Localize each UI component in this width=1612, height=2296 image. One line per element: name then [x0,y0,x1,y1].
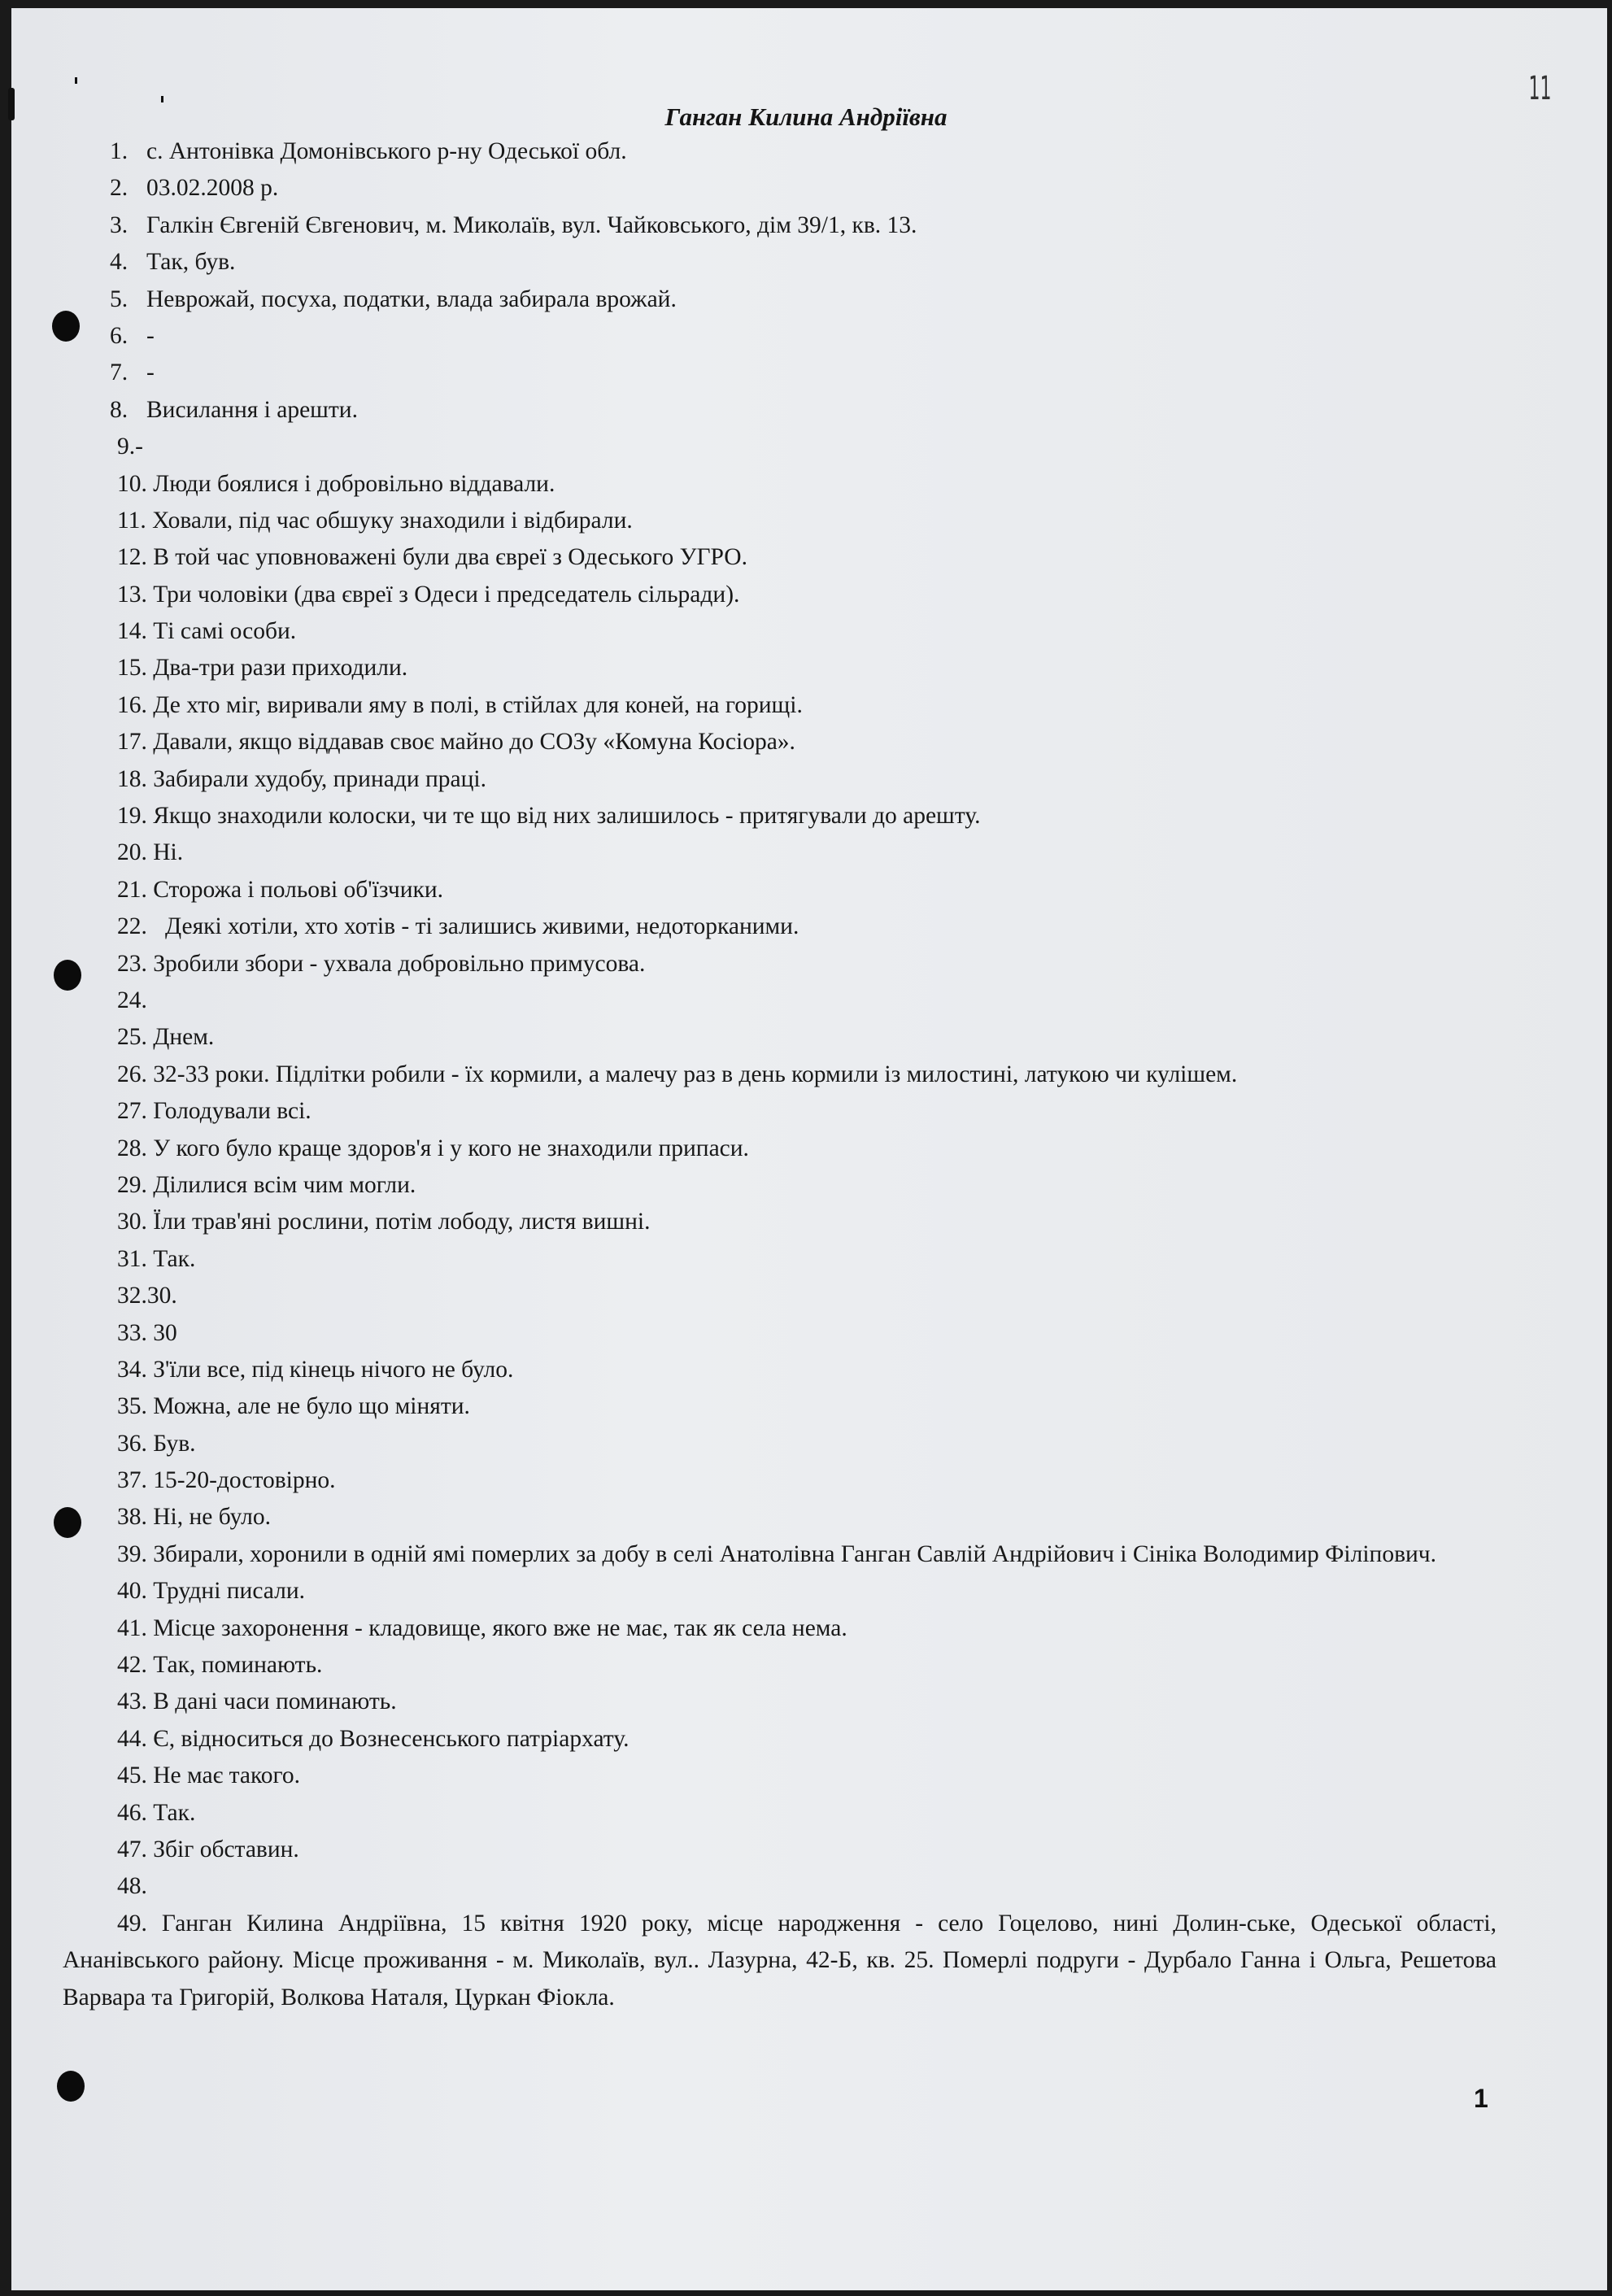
list-item [0,1167,1612,1204]
scan-mark [161,96,163,102]
item-answer: Так. [153,1799,196,1826]
item-number: 7. [110,359,129,386]
list-item [0,1684,1612,1720]
item-number: 19. [117,803,147,830]
item-answer: Так. [153,1245,196,1272]
list-item [0,1388,1612,1425]
list-item [0,908,1612,945]
list-item [0,1462,1612,1499]
list-item [0,1352,1612,1388]
item-number: 28. [117,1135,147,1161]
item-number: 45. [117,1762,147,1789]
item-answer: Місце захоронення - кладовище, якого вже не має, так як села нема. [153,1614,847,1641]
item-answer: Збіг обставин. [153,1836,299,1863]
list-item [0,982,1612,1019]
list-item [0,872,1612,908]
item-answer: - [146,359,155,386]
list-item [0,318,1612,355]
item-number: 4. [110,249,129,276]
item-answer: - [146,322,155,349]
item-number: 8. [110,396,129,423]
item-answer: Неврожай, посуха, податки, влада забирала врожай. [146,285,677,312]
list-item [0,503,1612,539]
item-answer: Зробили збори - ухвала добровільно примусова. [153,950,646,977]
item-number: 47. [117,1836,147,1863]
item-answer: Деякі хотіли, хто хотів - ті залишись живими, недоторканими. [153,913,799,940]
item-number: 41. [117,1614,147,1641]
item-number: 26. [117,1061,147,1087]
item-answer: У кого було краще здоров'я і у кого не знаходили припаси. [153,1135,749,1161]
list-item [0,1610,1612,1647]
item-answer: Так, був. [146,249,236,276]
list-item [0,539,1612,576]
item-number: 30. [117,1209,147,1235]
item-answer: Ні, не було. [153,1504,271,1531]
list-item [0,798,1612,834]
handwritten-page-number: 11 [1528,70,1552,107]
list-item [0,1426,1612,1462]
item-answer: Не має такого. [153,1762,301,1789]
list-item [0,577,1612,613]
list-item [0,1647,1612,1684]
item-number: 18. [117,765,147,792]
list-item [0,1499,1612,1536]
list-item [0,687,1612,724]
item-number: 15. [117,655,147,682]
list-item [0,355,1612,391]
item-answer: В той час уповноважені були два євреї з Одеського УГРО. [153,544,747,571]
list-item-49: 49. Ганган Килина Андріївна, 15 квітня 1920 року, місце народження - село Гоцелово, нині Долин-ське, Одеської області, Ананівського району. Місце проживання - м. Миколаїв, вул.. Лазурна, 42-Б, кв. 25. Померлі подруги - Дурбало Ганна і Ольга, Решетова Варвара та Григорій, Волкова Наталя, Цуркан Фіокла. [63,1910,1497,2011]
item-number: 10. [117,470,147,497]
list-item [0,281,1612,318]
item-number: 21. [117,876,147,903]
list-item [0,1019,1612,1056]
list-item [0,1832,1612,1868]
item-number: 38. [117,1504,147,1531]
list-item [0,133,1612,170]
item-answer: Трудні писали. [153,1578,306,1605]
list-item [0,1721,1612,1758]
punch-hole [54,1507,81,1538]
list-item [0,1315,1612,1352]
item-answer: Висилання і арешти. [146,396,358,423]
item-answer: Три чоловіки (два євреї з Одеси і председатель сільради). [153,581,740,608]
item-number: 42. [117,1652,147,1679]
page-number: 1 [1474,2084,1488,2113]
item-answer: Ховали, під час обшуку знаходили і відбирали. [152,507,633,534]
list-item [0,1057,1612,1093]
item-answer: Люди боялися і добровільно віддавали. [153,470,555,497]
item-answer: Ні. [153,839,184,866]
item-answer: Давали, якщо віддавав своє майно до СОЗу «Комуна Косіора». [153,729,795,756]
item-number: 24. [117,987,147,1013]
item-number: 6. [110,322,129,349]
item-answer: Є, відноситься до Вознесенського патріархату. [153,1725,630,1752]
list-item [0,1204,1612,1240]
item-number: 16. [117,691,147,718]
item-answer: 32-33 роки. Підлітки робили - їх кормили, а малечу раз в день кормили із милостині, латукою чи кулішем. [153,1061,1238,1087]
list-item [0,392,1612,429]
item-answer: с. Антонівка Домонівського р-ну Одеської обл. [146,138,627,164]
item-number: 32.30. [117,1283,177,1309]
item-answer: Голодували всі. [153,1098,312,1125]
scan-mark [75,77,77,84]
list-item [0,650,1612,686]
list-item [0,834,1612,871]
item-number: 23. [117,950,147,977]
list-item [0,466,1612,503]
item-answer: Якщо знаходили колоски, чи те що від них залишилось - притягували до арешту. [153,803,981,830]
list-item [0,170,1612,207]
item-answer: Ті самі особи. [153,618,297,645]
item-answer: Був. [153,1430,196,1457]
item-number: 35. [117,1393,147,1420]
item-answer: 15-20-достовірно. [153,1467,336,1494]
item-number: 29. [117,1171,147,1198]
item-number: 9.- [117,433,143,460]
item-answer: Їли трав'яні рослини, потім лободу, листя вишні. [153,1209,651,1235]
list-item [0,1131,1612,1167]
item-answer: Галкін Євгеній Євгенович, м. Миколаїв, вул. Чайковського, дім 39/1, кв. 13. [146,211,917,238]
item-number: 3. [110,211,129,238]
item-answer: Де хто міг, виривали яму в полі, в стійлах для коней, на горищі. [153,691,803,718]
item-number: 43. [117,1688,147,1715]
list-item [0,1758,1612,1794]
item-answer: З'їли все, під кінець нічого не було. [153,1356,514,1383]
item-number: 44. [117,1725,147,1752]
item-number: 34. [117,1356,147,1383]
item-answer: Забирали худобу, принади праці. [153,765,486,792]
list-item [0,1868,1612,1905]
list-item [0,946,1612,982]
item-number: 31. [117,1245,147,1272]
item-number: 5. [110,285,129,312]
list-item [0,613,1612,650]
item-number: 13. [117,581,147,608]
document-title: Ганган Килина Андріївна [664,102,948,131]
list-item [0,724,1612,760]
answer-list [0,133,1612,2016]
item-answer: Два-три рази приходили. [153,655,408,682]
punch-hole [54,960,81,991]
list-item [0,207,1612,244]
item-number: 14. [117,618,147,645]
item-number: 40. [117,1578,147,1605]
list-item [0,1241,1612,1278]
item-answer: Ділилися всім чим могли. [153,1171,416,1198]
list-item [0,1795,1612,1832]
item-number: 33. [117,1319,147,1346]
item-number: 20. [117,839,147,866]
item-number: 25. [117,1024,147,1051]
list-item [0,1093,1612,1130]
item-number: 37. [117,1467,147,1494]
punch-hole [52,311,80,342]
item-answer: 30 [153,1319,177,1346]
list-item [0,1278,1612,1314]
item-number: 22. [117,913,147,940]
item-answer: Так, поминають. [153,1652,323,1679]
item-answer: Сторожа і польові об'їзчики. [153,876,444,903]
item-number: 11. [117,507,146,534]
list-item [0,429,1612,465]
item-number: 46. [117,1799,147,1826]
item-number: 48. [117,1873,147,1900]
item-number: 27. [117,1098,147,1125]
item-answer: Можна, але не було що міняти. [153,1393,470,1420]
list-item-39: 39. Збирали, хоронили в одній ямі померлих за добу в селі Анатолівна Ганган Савлій Андрійович і Сініка Володимир Філіпович. [117,1540,1436,1567]
list-item [0,1573,1612,1610]
item-number: 12. [117,544,147,571]
item-number: 2. [110,175,129,202]
item-number: 17. [117,729,147,756]
item-answer: В дані часи поминають. [153,1688,397,1715]
item-number: 36. [117,1430,147,1457]
item-answer: 03.02.2008 р. [146,175,279,202]
item-number: 1. [110,138,129,164]
list-item [0,244,1612,281]
punch-hole [57,2071,85,2102]
item-answer: Днем. [153,1024,215,1051]
list-item [0,761,1612,798]
